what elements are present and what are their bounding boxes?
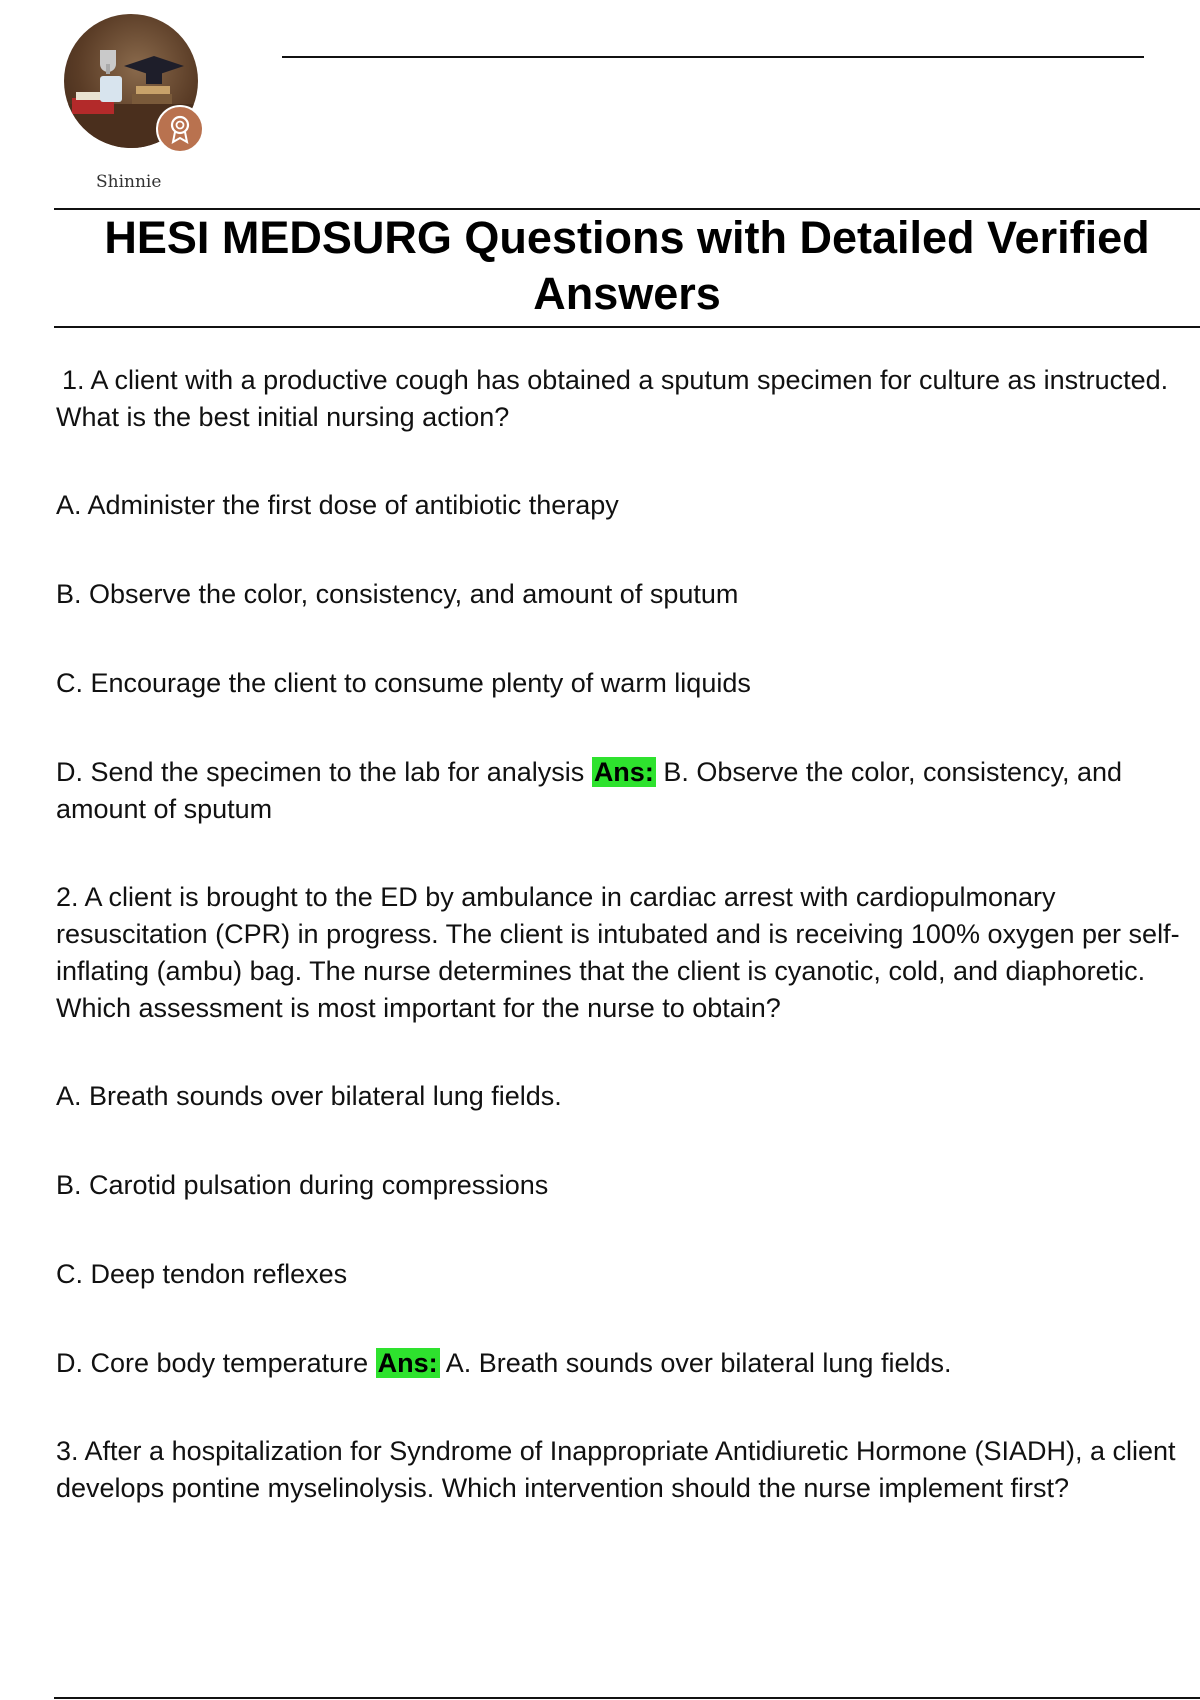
question-stem: 3. After a hospitalization for Syndrome of Inappropriate Antidiuretic Hormone (SIADH), a client develops pontine myselinolysis. Which intervention should the nurse implement first? [56, 1436, 1176, 1503]
answer-label: Ans: [377, 1348, 438, 1378]
answer-option: D. Send the specimen to the lab for analysis [56, 757, 585, 787]
award-badge-icon [156, 105, 204, 153]
document-title: HESI MEDSURG Questions with Detailed Verified Answers [104, 212, 1150, 319]
answer-option: B. Observe the color, consistency, and amount of sputum [56, 579, 739, 609]
answer-option-with-key [56, 1345, 1192, 1382]
answer-option: A. Breath sounds over bilateral lung fields. [56, 1081, 562, 1111]
answer-label: Ans: [593, 757, 654, 787]
answer-option: C. Deep tendon reflexes [56, 1259, 348, 1289]
signature-line [282, 56, 1144, 58]
correct-answer: A. Breath sounds over bilateral lung fields. [445, 1348, 952, 1378]
answer-option: C. Encourage the client to consume plenty of warm liquids [56, 668, 751, 698]
answer-option: B. Carotid pulsation during compressions [56, 1170, 549, 1200]
author-name: Shinnie [96, 172, 162, 192]
question-list [56, 362, 1192, 1558]
document-header [0, 0, 1200, 200]
title-bottom-rule [54, 326, 1200, 328]
answer-option: A. Administer the first dose of antibiotic therapy [56, 490, 619, 520]
answer-option: D. Core body temperature [56, 1348, 369, 1378]
question-stem: 1. A client with a productive cough has obtained a sputum specimen for culture as instructed. What is the best initial nursing action? [56, 365, 1169, 432]
question-stem: 2. A client is brought to the ED by ambulance in cardiac arrest with cardiopulmonary resuscitation (CPR) in progress. The client is intubated and is receiving 100% oxygen per self-inflating (ambu) bag. The nurse determines that the client is cyanotic, cold, and diaphoretic. Which assessment is most important for the nurse to obtain? [56, 882, 1180, 1023]
answer-option-with-key [56, 754, 1192, 828]
correct-answer: B. Observe the color, consistency, and amount of sputum [56, 757, 1123, 824]
footer-rule [54, 1697, 1200, 1699]
